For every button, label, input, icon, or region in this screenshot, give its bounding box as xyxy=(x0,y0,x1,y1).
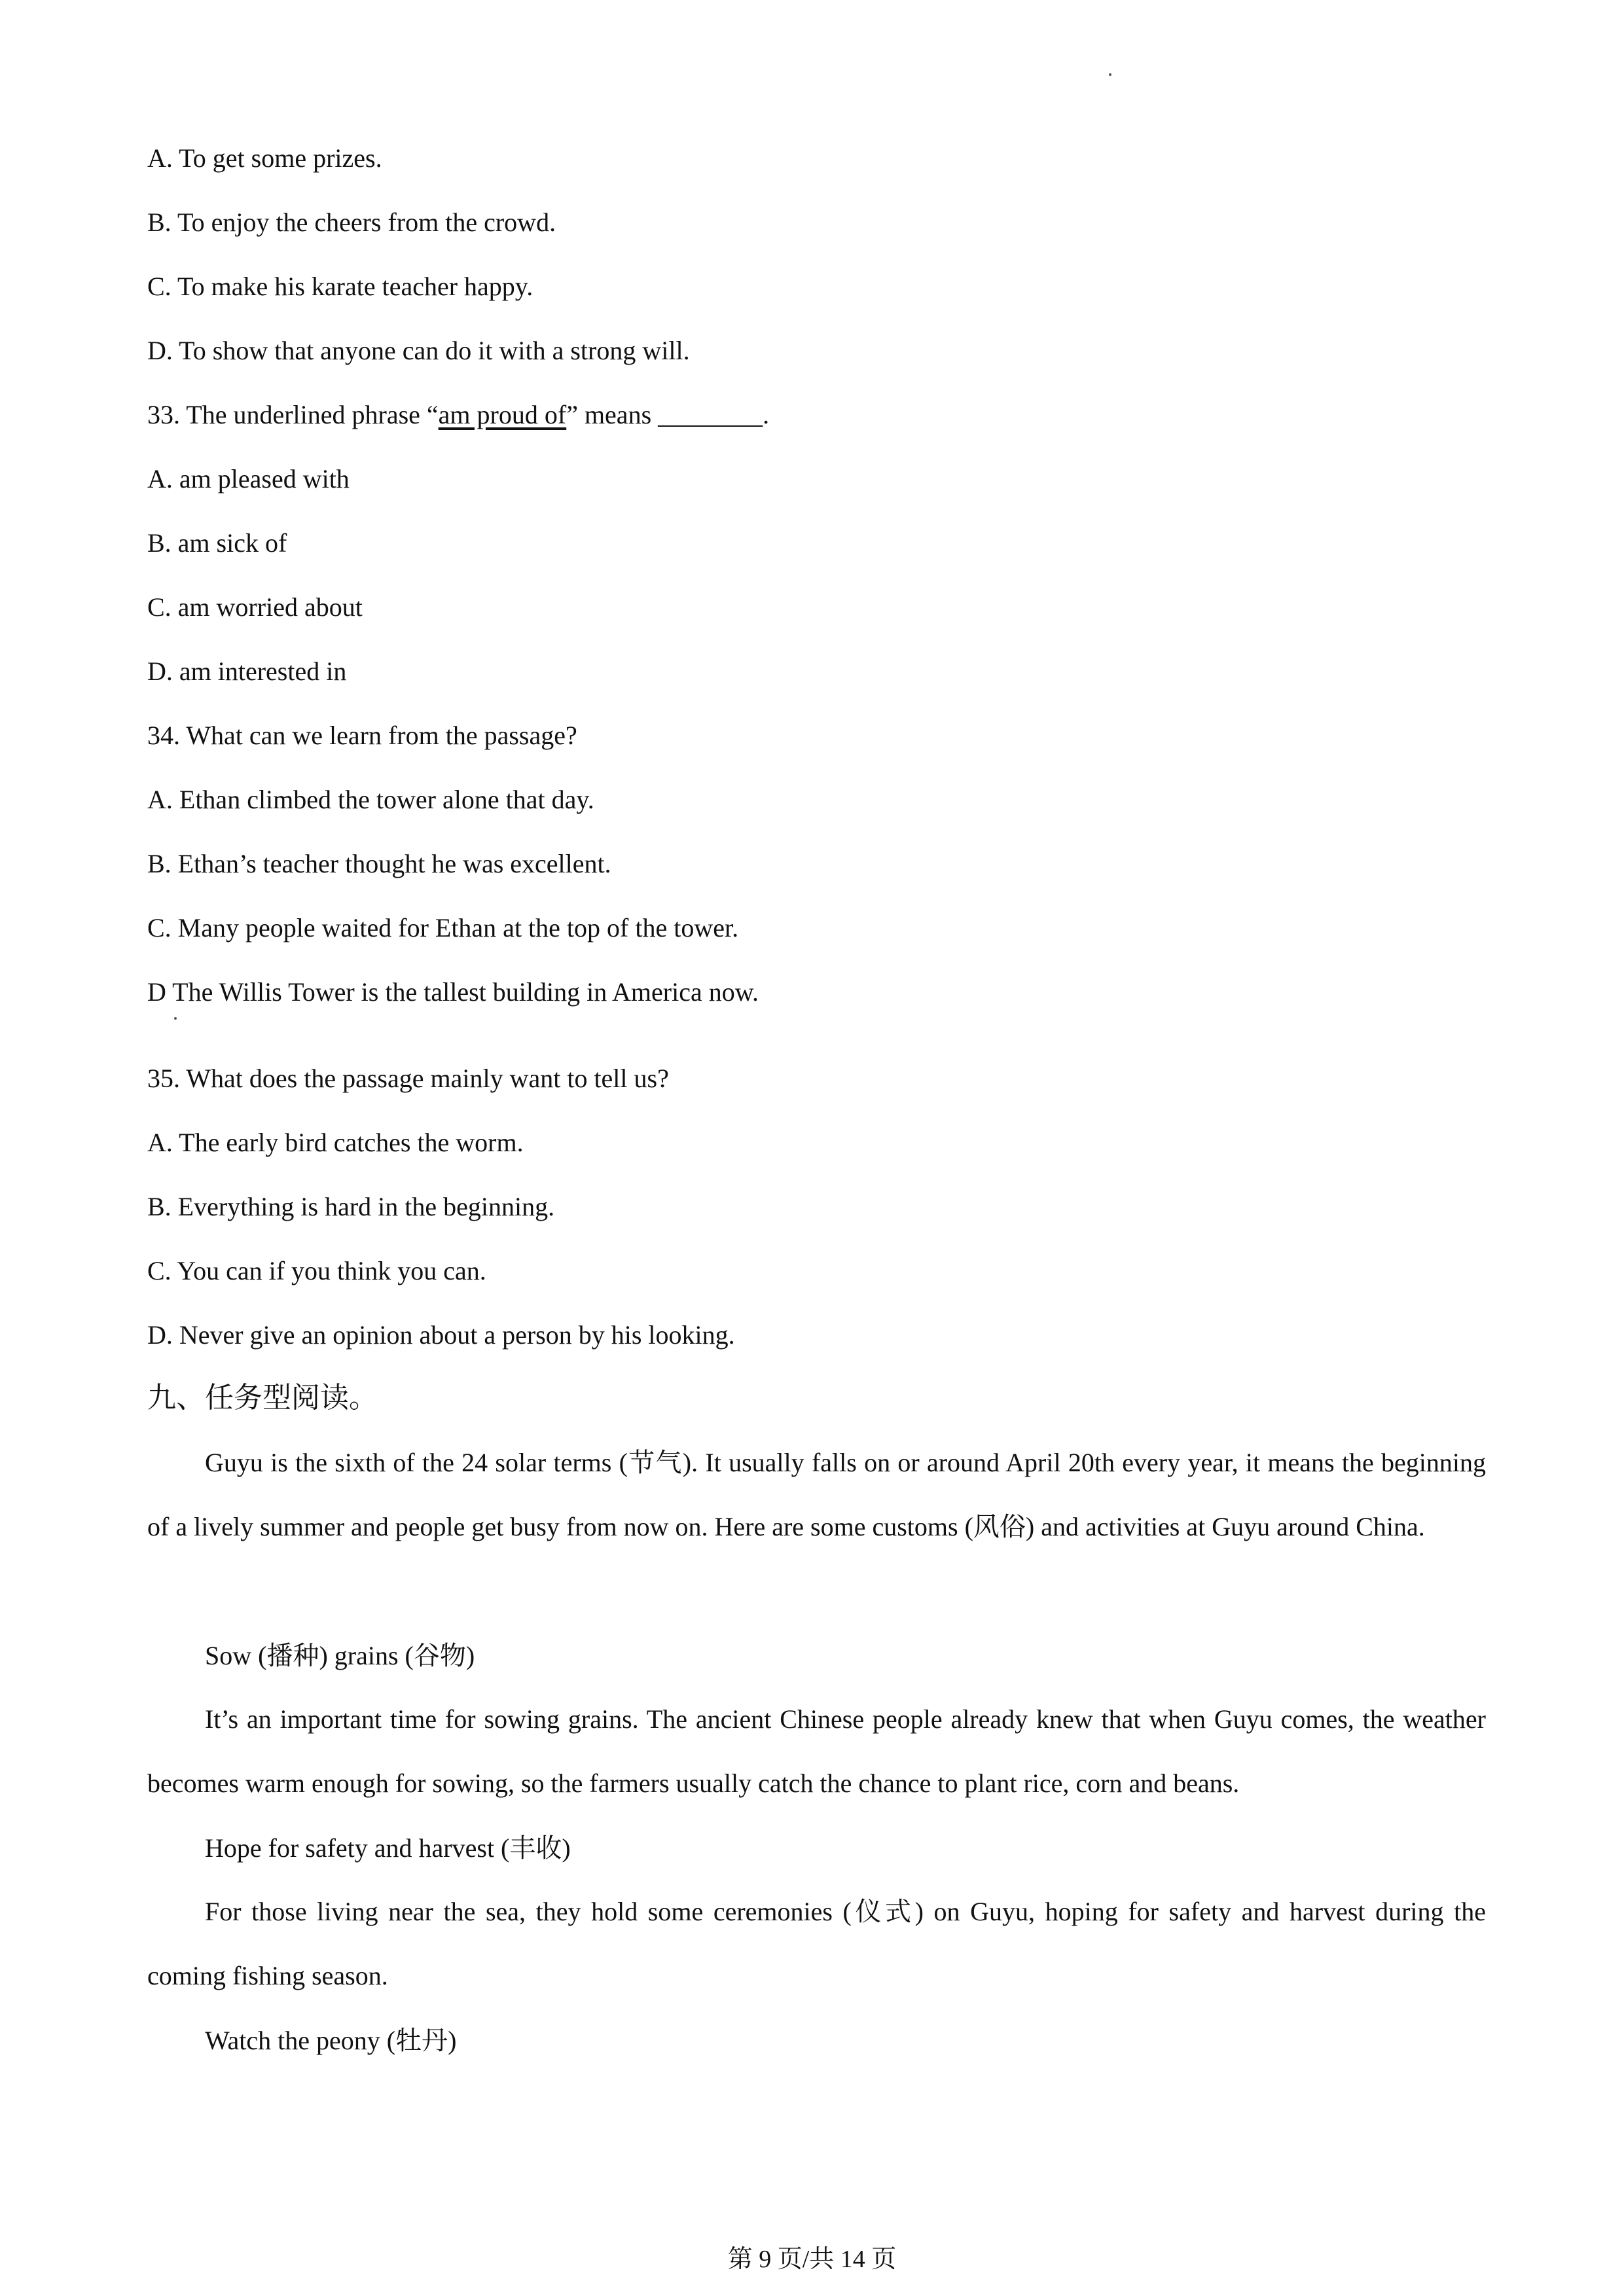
q34-option-c: C. Many people waited for Ethan at the top of the tower. xyxy=(147,913,739,942)
scan-dot-top xyxy=(1109,73,1111,76)
q33-stem xyxy=(147,395,769,435)
q33-option-b: B. am sick of xyxy=(147,528,287,558)
subheading-safety-harvest: Hope for safety and harvest (丰收) xyxy=(205,1833,571,1863)
q33-option-c: C. am worried about xyxy=(147,592,363,622)
q32-option-b: B. To enjoy the cheers from the crowd. xyxy=(147,207,556,237)
q32-option-a: A. To get some prizes. xyxy=(147,143,382,173)
q35-option-c: C. You can if you think you can. xyxy=(147,1256,486,1285)
subheading-sow-grains: Sow (播种) grains (谷物) xyxy=(205,1641,475,1670)
q34-option-b: B. Ethan’s teacher thought he was excellent. xyxy=(147,849,611,878)
q35-option-a: A. The early bird catches the worm. xyxy=(147,1128,524,1157)
page-footer: 第 9 页/共 14 页 xyxy=(727,2246,897,2273)
scan-dot-mid xyxy=(174,1017,177,1020)
q35-stem: 35. What does the passage mainly want to tell us? xyxy=(147,1064,669,1093)
section-heading: 九、任务型阅读。 xyxy=(147,1381,378,1414)
q34-option-a: A. Ethan climbed the tower alone that day. xyxy=(147,785,594,814)
q33-stem-suffix: ” means ________. xyxy=(566,400,770,429)
q33-stem-prefix: 33. The underlined phrase “ xyxy=(147,400,439,429)
q33-underlined-phrase: am proud of xyxy=(438,400,567,429)
q34-option-d: D The Willis Tower is the tallest building in America now. xyxy=(147,977,759,1007)
q35-option-d: D. Never give an opinion about a person by his looking. xyxy=(147,1320,735,1350)
q34-stem: 34. What can we learn from the passage? xyxy=(147,721,577,750)
sow-grains-paragraph: It’s an important time for sowing grains. The ancient Chinese people already knew that when Guyu comes, the weather becomes warm enough for sowing, so the farmers usually catch the chance to plant rice, corn and beans. xyxy=(147,1704,1486,1798)
q33-option-d: D. am interested in xyxy=(147,656,347,686)
q32-option-c: C. To make his karate teacher happy. xyxy=(147,272,533,301)
q32-option-d: D. To show that anyone can do it with a strong will. xyxy=(147,336,690,365)
q35-option-b: B. Everything is hard in the beginning. xyxy=(147,1192,555,1221)
subheading-watch-peony: Watch the peony (牡丹) xyxy=(205,2026,457,2055)
safety-harvest-paragraph: For those living near the sea, they hold some ceremonies (仪式) on Guyu, hoping for safety and harvest during the coming fishing season. xyxy=(147,1897,1486,1990)
q33-option-a: A. am pleased with xyxy=(147,464,350,493)
intro-paragraph: Guyu is the sixth of the 24 solar terms (节气). It usually falls on or around April 20th every year, it means the beginning of a lively summer and people get busy from now on. Here are some customs (风俗) and activities at Guyu around China. xyxy=(147,1448,1486,1541)
